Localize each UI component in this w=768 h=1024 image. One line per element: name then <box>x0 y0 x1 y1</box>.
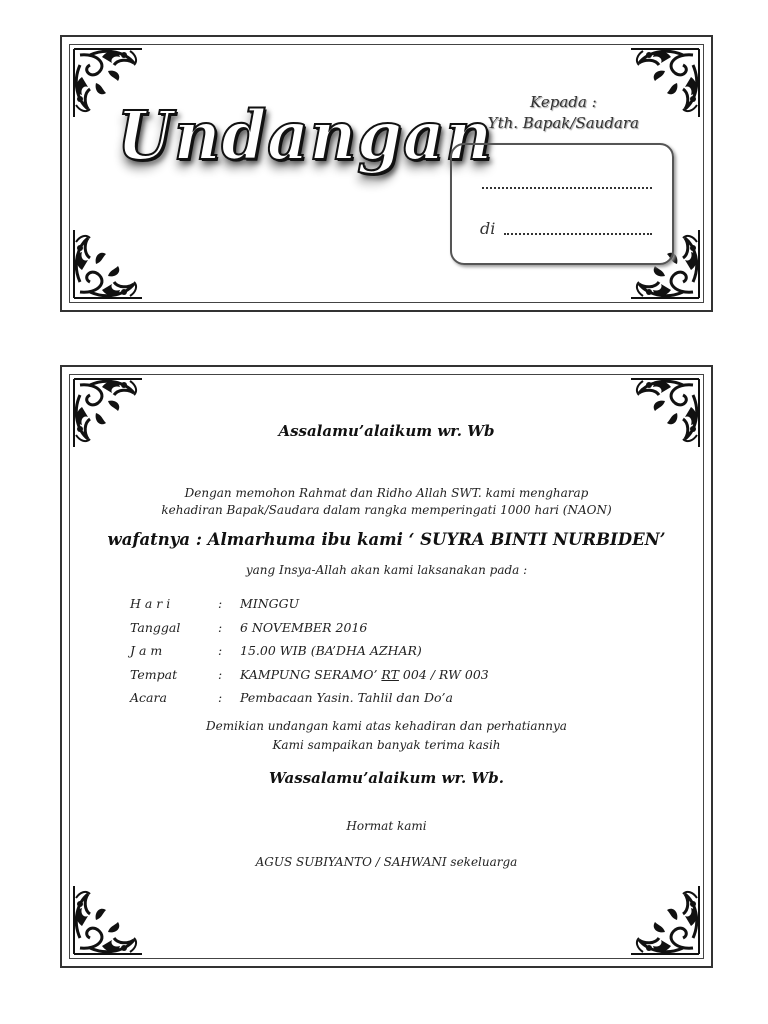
detail-value: MINGGU <box>240 596 300 612</box>
deceased-line: wafatnya : Almarhuma ibu kami ‘ SUYRA BINTI NURBIDEN’ <box>107 530 666 549</box>
corner-ornament-icon <box>625 880 705 960</box>
address-di-label: di <box>480 219 496 238</box>
detail-value-part: 004 / RW 003 <box>398 666 489 682</box>
intro-paragraph <box>62 485 711 519</box>
closing-paragraph <box>62 717 711 755</box>
detail-label: J a m <box>130 643 163 659</box>
detail-label: Tanggal <box>130 619 181 635</box>
detail-value-part: RT <box>381 666 399 682</box>
detail-separator: : <box>218 643 223 659</box>
yth-label: Yth. Bapak/Saudara <box>487 114 639 132</box>
recipient-heading <box>488 92 639 134</box>
detail-row <box>130 639 690 663</box>
envelope-title: Undangan <box>117 97 493 176</box>
event-details-table <box>130 592 690 710</box>
corner-ornament-icon <box>68 373 148 453</box>
detail-separator: : <box>218 596 223 612</box>
detail-value-part: KAMPUNG SERAMO’ <box>240 666 382 682</box>
detail-separator: : <box>218 666 223 682</box>
kepada-label: Kepada : <box>530 93 597 111</box>
detail-value: 6 NOVEMBER 2016 <box>240 619 368 635</box>
schedule-intro: yang Insya-Allah akan kami laksanakan pada : <box>245 563 528 577</box>
intro-line: Dengan memohon Rahmat dan Ridho Allah SWT. kami mengharap <box>184 486 589 500</box>
closing-line: Demikian undangan kami atas kehadiran dan perhatiannya <box>206 719 567 733</box>
detail-value: 15.00 WIB (BA’DHA AZHAR) <box>240 643 422 659</box>
envelope-card <box>60 35 713 312</box>
closing-greeting: Wassalamu’alaikum wr. Wb. <box>269 769 504 787</box>
letter-card <box>60 365 713 968</box>
detail-row <box>130 663 690 687</box>
address-location-line <box>504 233 652 235</box>
corner-ornament-icon <box>68 880 148 960</box>
detail-value: Pembacaan Yasin. Tahlil dan Do’a <box>240 690 453 706</box>
opening-greeting: Assalamu’alaikum wr. Wb <box>278 422 495 440</box>
intro-line: kehadiran Bapak/Saudara dalam rangka memperingati 1000 hari (NAON) <box>161 503 612 517</box>
detail-label: Acara <box>130 690 167 706</box>
detail-value <box>240 663 690 687</box>
detail-label: H a r i <box>130 596 171 612</box>
detail-row <box>130 592 690 616</box>
detail-separator: : <box>218 619 223 635</box>
signature: AGUS SUBIYANTO / SAHWANI sekeluarga <box>255 855 518 869</box>
detail-row <box>130 686 690 710</box>
closing-line: Kami sampaikan banyak terima kasih <box>272 738 501 752</box>
corner-ornament-icon <box>68 224 148 304</box>
regards-label: Hormat kami <box>346 819 427 833</box>
address-box <box>450 143 674 265</box>
corner-ornament-icon <box>625 373 705 453</box>
detail-label: Tempat <box>130 666 178 682</box>
address-name-line <box>482 187 652 189</box>
detail-row <box>130 616 690 640</box>
detail-separator: : <box>218 690 223 706</box>
